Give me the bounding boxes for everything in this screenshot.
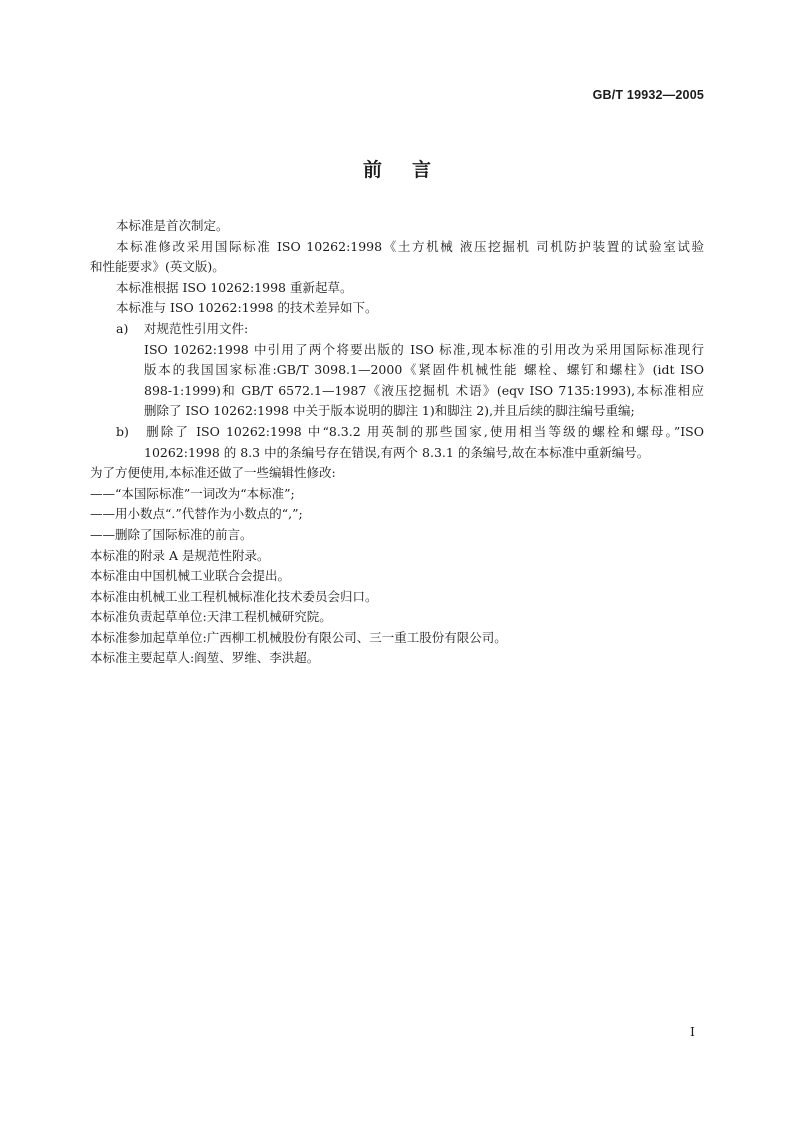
paragraph-first-drafting: 本标准是首次制定。: [116, 218, 229, 233]
list-item-a-line4: 删除了 ISO 10262:1998 中关于版本说明的脚注 1)和脚注 2),并且后续的脚注编号重编;: [144, 403, 635, 419]
dash-item-1: ——“本国际标准”一词改为“本标准”;: [90, 485, 295, 501]
page-number: I: [690, 1024, 695, 1039]
list-item-a-line1: ISO 10262:1998 中引用了两个将要出版的 ISO 标准,现本标准的引用改为采用国际标准现行: [144, 341, 704, 357]
paragraph-redrafted: 本标准根据 ISO 10262:1998 重新起草。: [116, 279, 353, 295]
paragraph-adoption-line2: 和性能要求》(英文版)。: [90, 259, 225, 275]
list-item-a: [90, 319, 704, 340]
page-title: 前言: [362, 159, 461, 181]
paragraph-main-drafters: 本标准主要起草人:阎堃、罗维、李洪超。: [90, 650, 320, 666]
list-item-b-line2: 10262:1998 的 8.3 中的条编号存在错误,有两个 8.3.1 的条编号,故在本标准中重新编号。: [144, 444, 650, 460]
paragraph-participating-units: 本标准参加起草单位:广西柳工机械股份有限公司、三一重工股份有限公司。: [90, 629, 507, 645]
paragraph-technical-differences: 本标准与 ISO 10262:1998 的技术差异如下。: [116, 300, 378, 316]
list-item-a-title: 对规范性引用文件:: [144, 320, 249, 336]
list-item-a-label: a): [116, 320, 129, 336]
dash-item-2: ——用小数点“.”代替作为小数点的“,”;: [90, 506, 303, 522]
list-item-a-line3: 898-1:1999)和 GB/T 6572.1—1987《液压挖掘机 术语》(eqv ISO 7135:1993),本标准相应: [144, 382, 704, 398]
paragraph-proposed-by: 本标准由中国机械工业联合会提出。: [90, 568, 291, 584]
paragraph-under-jurisdiction: 本标准由机械工业工程机械标准化技术委员会归口。: [90, 588, 378, 604]
list-item-a-line2: 版本的我国国家标准:GB/T 3098.1—2000《紧固件机械性能 螺栓、螺钉和螺柱》(idt ISO: [144, 362, 704, 378]
paragraph-drafting-unit: 本标准负责起草单位:天津工程机械研究院。: [90, 609, 332, 625]
preface-body: [90, 216, 704, 669]
list-item-b-line1: 删除了 ISO 10262:1998 中“8.3.2 用英制的那些国家,使用相当等级的螺栓和螺母。”ISO: [144, 423, 704, 439]
dash-item-3: ——删除了国际标准的前言。: [90, 526, 253, 542]
list-item-b: [90, 422, 704, 443]
paragraph-annex: 本标准的附录 A 是规范性附录。: [90, 547, 270, 563]
standard-number: GB/T 19932—2005: [592, 88, 704, 102]
list-item-b-label: b): [116, 423, 129, 439]
paragraph-adoption-line1: 本标准修改采用国际标准 ISO 10262:1998《土方机械 液压挖掘机 司机防护装置的试验室试验: [116, 238, 704, 254]
paragraph-editorial-changes: 为了方便使用,本标准还做了一些编辑性修改:: [90, 465, 336, 481]
